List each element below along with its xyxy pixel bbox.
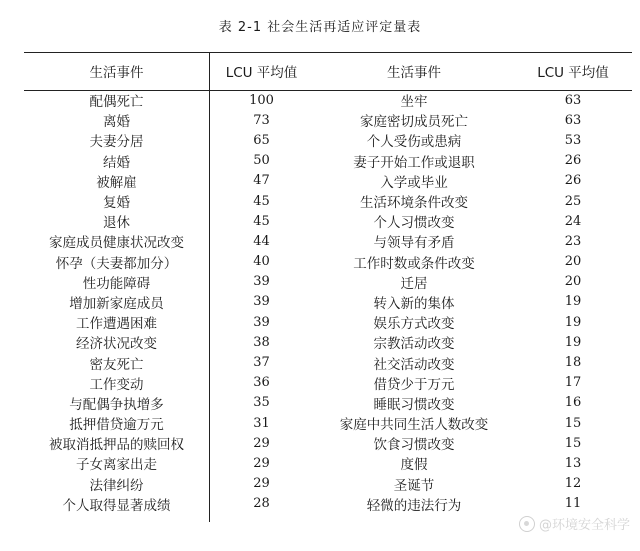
event-right-cell: 饮食习惯改变 <box>373 437 455 454</box>
table-row <box>24 130 632 150</box>
lcu-right-cell: 20 <box>564 254 582 270</box>
lcu-left-cell: 35 <box>253 395 270 411</box>
lcu-right-cell: 26 <box>564 173 582 189</box>
table-row <box>24 332 632 352</box>
event-right-cell: 睡眠习惯改变 <box>373 396 455 413</box>
lcu-right-cell: 11 <box>564 496 582 512</box>
table-row <box>24 211 632 231</box>
header-event-right: 生活事件 <box>387 65 441 81</box>
event-left-cell: 子女离家出走 <box>76 457 157 474</box>
table-row <box>24 292 632 312</box>
event-left-cell: 被解雇 <box>96 174 137 191</box>
lcu-left-cell: 47 <box>253 173 270 189</box>
lcu-left-cell: 39 <box>253 314 270 330</box>
lcu-left-cell: 45 <box>253 193 270 209</box>
event-left-cell: 家庭成员健康状况改变 <box>49 235 184 252</box>
table-row <box>24 151 632 171</box>
lcu-right-cell: 20 <box>564 274 582 290</box>
event-right-cell: 个人习惯改变 <box>373 215 455 232</box>
event-right-cell: 社交活动改变 <box>373 356 455 373</box>
lcu-left-cell: 65 <box>253 132 270 148</box>
event-left-cell: 密友死亡 <box>89 356 144 373</box>
lcu-table <box>24 52 632 514</box>
event-left-cell: 被取消抵押品的赎回权 <box>49 437 184 454</box>
event-right-cell: 轻微的违法行为 <box>366 497 462 514</box>
lcu-right-cell: 26 <box>564 153 582 169</box>
table-row <box>24 494 632 514</box>
header-event-left: 生活事件 <box>89 65 144 81</box>
event-left-cell: 性功能障碍 <box>82 275 151 292</box>
event-left-cell: 结婚 <box>103 154 130 171</box>
table-row <box>24 171 632 191</box>
event-left-cell: 离婚 <box>103 114 130 131</box>
event-left-cell: 夫妻分居 <box>89 134 144 151</box>
table-row <box>24 352 632 372</box>
lcu-left-cell: 36 <box>253 375 270 391</box>
event-right-cell: 转入新的集体 <box>373 295 455 312</box>
lcu-left-cell: 29 <box>253 455 270 471</box>
event-right-cell: 借贷少于万元 <box>373 376 455 393</box>
lcu-right-cell: 15 <box>564 435 582 451</box>
table-row <box>24 373 632 393</box>
table-row <box>24 312 632 332</box>
event-left-cell: 怀孕（夫妻都加分） <box>55 255 178 272</box>
table-title: 表 2-1 社会生活再适应评定量表 <box>218 20 422 35</box>
table-row <box>24 474 632 494</box>
event-left-cell: 与配偶争执增多 <box>69 396 164 413</box>
event-right-cell: 工作时数或条件改变 <box>353 255 475 272</box>
event-right-cell: 圣诞节 <box>393 477 435 494</box>
lcu-left-cell: 100 <box>249 92 274 108</box>
event-right-cell: 入学或毕业 <box>380 174 448 191</box>
lcu-left-cell: 37 <box>253 355 270 371</box>
event-left-cell: 配偶死亡 <box>89 94 144 111</box>
lcu-left-cell: 40 <box>253 254 270 270</box>
header-lcu-right: LCU 平均值 <box>537 65 609 81</box>
event-left-cell: 增加新家庭成员 <box>69 295 164 312</box>
event-left-cell: 复婚 <box>103 195 130 212</box>
header-row <box>24 52 632 90</box>
lcu-right-cell: 24 <box>564 213 582 229</box>
event-right-cell: 妻子开始工作或退职 <box>353 154 475 171</box>
table-row <box>24 252 632 272</box>
event-right-cell: 与领导有矛盾 <box>373 235 455 252</box>
lcu-left-cell: 50 <box>253 153 270 169</box>
lcu-right-cell: 15 <box>564 415 582 431</box>
lcu-right-cell: 23 <box>564 233 582 249</box>
event-right-cell: 度假 <box>400 457 428 474</box>
lcu-right-cell: 19 <box>564 334 582 350</box>
table-row <box>24 90 632 110</box>
event-left-cell: 个人取得显著成绩 <box>62 497 171 514</box>
lcu-right-cell: 63 <box>564 92 582 108</box>
lcu-left-cell: 44 <box>253 233 270 249</box>
lcu-right-cell: 19 <box>564 294 582 310</box>
event-right-cell: 生活环境条件改变 <box>360 195 468 212</box>
lcu-left-cell: 29 <box>253 476 270 492</box>
event-right-cell: 宗教活动改变 <box>373 336 455 353</box>
header-lcu-left: LCU 平均值 <box>225 65 298 81</box>
event-left-cell: 经济状况改变 <box>76 336 157 353</box>
event-right-cell: 娱乐方式改变 <box>373 316 455 333</box>
lcu-right-cell: 18 <box>564 355 582 371</box>
table-row <box>24 272 632 292</box>
table-row <box>24 191 632 211</box>
table-row <box>24 453 632 473</box>
lcu-right-cell: 63 <box>564 112 582 128</box>
lcu-right-cell: 17 <box>564 375 582 391</box>
lcu-left-cell: 38 <box>253 334 270 350</box>
watermark-logo-icon <box>519 516 535 532</box>
event-left-cell: 抵押借贷逾万元 <box>69 417 164 434</box>
watermark <box>519 514 630 533</box>
lcu-right-cell: 16 <box>564 395 582 411</box>
table-row <box>24 110 632 130</box>
event-left-cell: 工作变动 <box>89 376 144 393</box>
event-right-cell: 个人受伤或患病 <box>366 134 462 151</box>
lcu-left-cell: 45 <box>253 213 270 229</box>
table-row <box>24 393 632 413</box>
lcu-left-cell: 73 <box>253 112 270 128</box>
lcu-right-cell: 12 <box>564 476 582 492</box>
lcu-right-cell: 19 <box>564 314 582 330</box>
event-left-cell: 退休 <box>103 215 130 232</box>
event-right-cell: 家庭密切成员死亡 <box>360 114 468 131</box>
lcu-left-cell: 28 <box>253 496 270 512</box>
lcu-left-cell: 29 <box>253 435 270 451</box>
event-left-cell: 法律纠纷 <box>89 477 144 494</box>
table-body <box>24 90 632 514</box>
lcu-left-cell: 39 <box>253 294 270 310</box>
lcu-left-cell: 39 <box>253 274 270 290</box>
lcu-right-cell: 25 <box>564 193 582 209</box>
table-row <box>24 433 632 453</box>
event-right-cell: 家庭中共同生活人数改变 <box>339 417 489 434</box>
lcu-left-cell: 31 <box>253 415 270 431</box>
event-right-cell: 迁居 <box>400 275 428 292</box>
table-row <box>24 413 632 433</box>
table-row <box>24 231 632 251</box>
event-right-cell: 坐牢 <box>400 94 428 111</box>
lcu-right-cell: 53 <box>564 132 582 148</box>
event-left-cell: 工作遭遇困难 <box>76 316 157 333</box>
lcu-right-cell: 13 <box>564 455 582 471</box>
watermark-text: @环境安全科学 <box>538 518 630 533</box>
